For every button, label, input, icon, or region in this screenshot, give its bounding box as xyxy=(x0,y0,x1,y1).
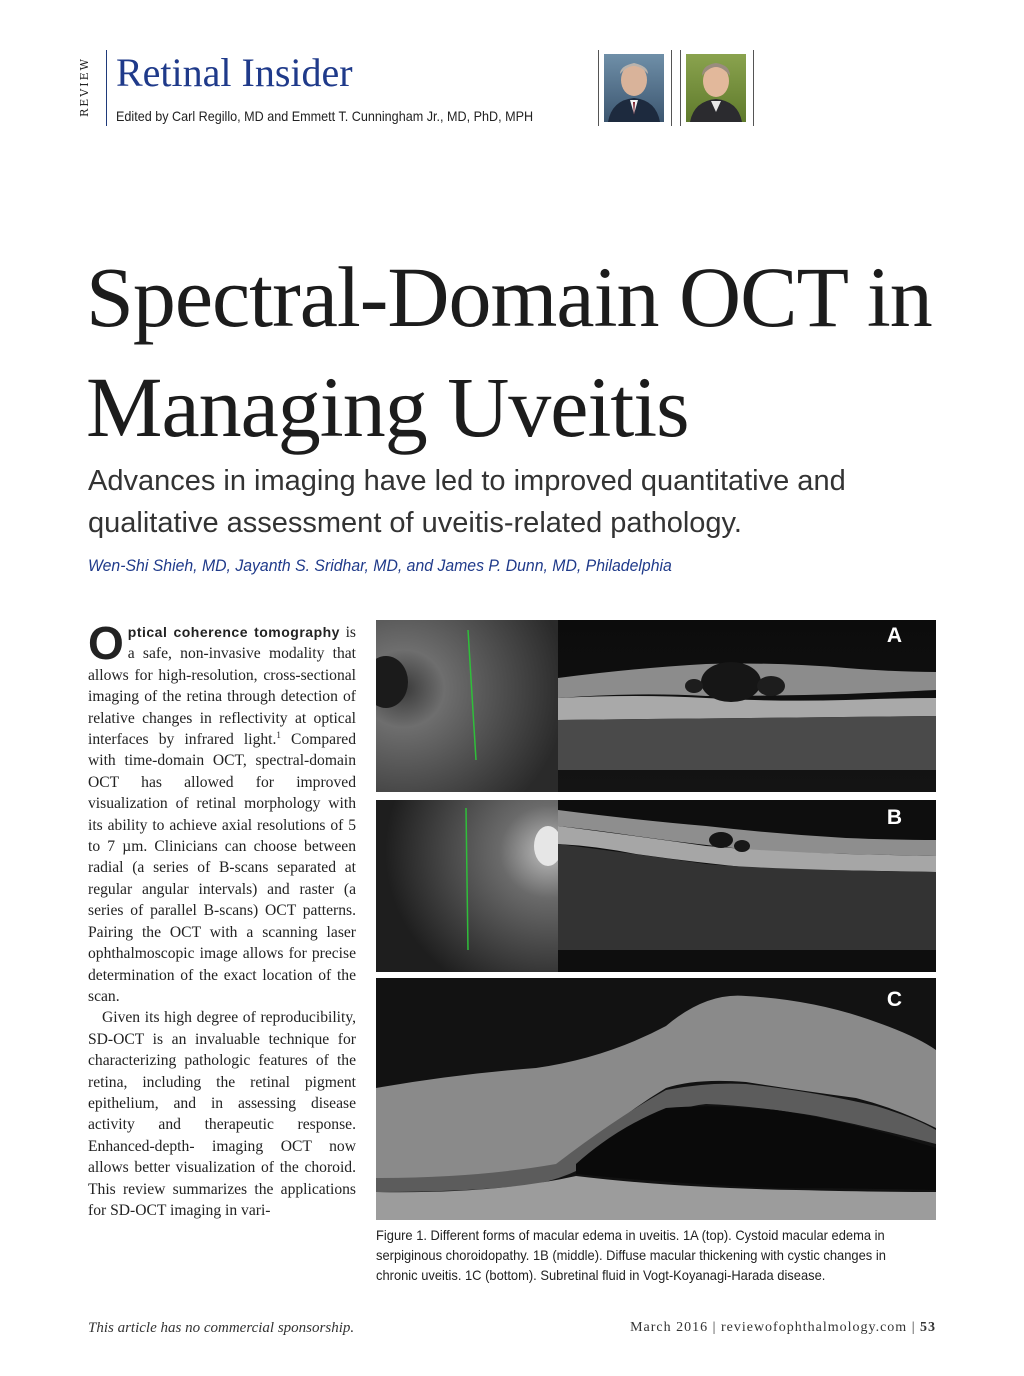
figure-panel-b xyxy=(376,800,936,972)
header-divider xyxy=(106,50,107,126)
page-footer xyxy=(630,1320,936,1336)
figure-panel-a xyxy=(376,620,936,792)
article-authors: Wen-Shi Shieh, MD, Jayanth S. Sridhar, MD, and James P. Dunn, MD, Philadelphia xyxy=(88,556,672,575)
sponsorship-disclaimer: This article has no commercial sponsorship. xyxy=(88,1320,355,1336)
section-title: Retinal Insider xyxy=(116,50,353,95)
figure-panel-c xyxy=(376,978,936,1220)
figure-label-b: B xyxy=(886,806,902,829)
website: reviewofophthalmology.com xyxy=(720,1320,908,1335)
editor-photo-cunningham xyxy=(686,54,746,122)
paragraph-1 xyxy=(88,617,357,1007)
paragraph-2: Given its high degree of reproducibility, SD-OCT is an invaluable technique for characterizing pathologic features of the retina, including the retinal pigment epithelium, and in assessing disease activity and therapeutic response. Enhanced-depth- imaging OCT now allows better visualization of the choroid. This review summarizes the applications for SD-OCT imaging in vari- xyxy=(88,1009,356,1219)
paragraph-1-text-end: Compared with time-domain OCT, spectral-domain OCT has allowed for improved visualization of retinal morphology with its ability to achieve axial resolutions of 5 to 7 µm. Clinicians can choose between radial (a series of B-scans separated at regular angular intervals) and raster (a series of parallel B-scans) OCT patterns. Pairing the OCT with a scanning laser ophthalmoscopic image allows for precise determination of the exact location of the scan. xyxy=(88,731,357,1005)
paragraph-1-text: is a safe, non-invasive modality that allows for high-resolution, cross-sectional imaging of the retina through detection of relative changes in reflectivity at optical interfaces by infrared light. xyxy=(88,624,356,749)
issue-date: March 2016 xyxy=(630,1320,709,1335)
editor-photo-frame-1 xyxy=(598,50,672,126)
editor-photo-frame-2 xyxy=(680,50,754,126)
article-title-line-2: Managing Uveitis xyxy=(86,359,689,455)
page-number: 53 xyxy=(920,1320,936,1335)
body-column xyxy=(88,617,357,1221)
figure-label-a: A xyxy=(886,624,902,647)
article-title-line-1: Spectral-Domain OCT in xyxy=(86,249,932,345)
figure-label-c: C xyxy=(886,988,902,1011)
editor-photo-regillo xyxy=(604,54,664,122)
article-title xyxy=(86,242,986,462)
figure-caption: Figure 1. Different forms of macular edema in uveitis. 1A (top). Cystoid macular edema in serpiginous choroidopathy. 1B (middle). Diffuse macular thickening with cystic changes in chronic uveitis. 1C (bottom). Subretinal fluid in Vogt-Koyanagi-Harada disease. xyxy=(376,1228,886,1283)
oct-image-c xyxy=(376,978,936,1220)
oct-image-b xyxy=(376,800,936,972)
editors-line: Edited by Carl Regillo, MD and Emmett T. Cunningham Jr., MD, PhD, MPH xyxy=(116,108,534,124)
footer-separator: | xyxy=(712,1320,721,1335)
lead-in: ptical coherence tomography xyxy=(127,624,340,640)
oct-image-a xyxy=(376,620,936,792)
footer-separator-2: | xyxy=(911,1320,920,1335)
reference-1: 1 xyxy=(276,729,281,740)
section-tag: REVIEW xyxy=(78,57,91,117)
drop-cap: O xyxy=(88,617,124,669)
article-subtitle: Advances in imaging have led to improved quantitative and qualitative assessment of uveitis-related pathology. xyxy=(88,465,846,539)
